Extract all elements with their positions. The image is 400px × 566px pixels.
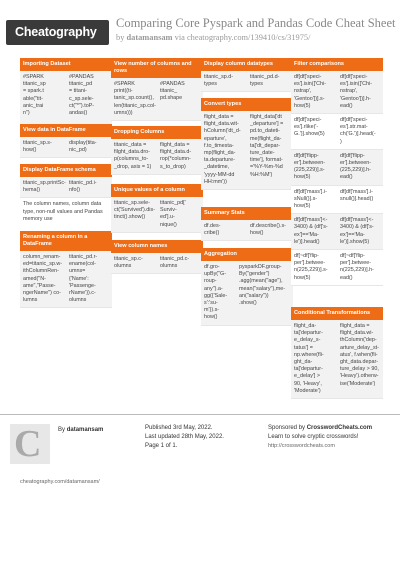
block-filter (291, 58, 383, 286)
cell-spark: df.des- cribe() (204, 223, 221, 237)
by-label: By (58, 427, 66, 433)
cell-pandas: titanic_pd.i- nfo() (69, 180, 97, 194)
table-row (20, 251, 112, 308)
cell-pandas: flight_data = flight_data.wi- thColumn('dep- arture_delay_st- atus', f.when(fli- ght_data.depar- ture_delay > 90, 'Heavy').otherw- ise('Moderate') (340, 323, 379, 387)
published-date: Published 3rd May, 2022. (145, 425, 213, 431)
avatar-letter-icon: C (14, 423, 42, 465)
page-number: Page 1 of 1. (145, 443, 178, 449)
block-summary (201, 207, 293, 241)
block-importing (20, 58, 112, 132)
cell-pandas: df.describe().s- how() (250, 223, 286, 237)
cell-pandas: display(tita- nic_pd) (69, 140, 97, 154)
block-dtypes (201, 58, 293, 92)
table-row (291, 186, 383, 215)
table-row (111, 253, 203, 274)
cell-spark: #SPARK titanic_sp = spark.t able("tit- anic_trai n") (23, 74, 46, 117)
schema-note: The column names, column data type, non-null values and Pandas memory use (23, 201, 103, 222)
cell-spark: df[df['speci- es'].rlike('- G.')].show(5) (294, 117, 325, 138)
footer-dates (145, 424, 224, 451)
cell-pandas: #PANDAS titanic_ pd.shape (160, 81, 185, 102)
table-row (20, 137, 112, 158)
table-row (201, 220, 293, 241)
cell-pandas: df[df['flipp- er'].between- (225,229)].h- ead() (340, 152, 371, 181)
block-header: Display column datatypes (201, 58, 293, 71)
table-row (291, 150, 383, 186)
cell-spark: df[~df['flip- per'].betwee- n(225,229)].s- how(5) (294, 253, 328, 281)
table-row (20, 177, 112, 198)
cell-spark: titanic_sp.printSc- hema() (23, 180, 66, 194)
cell-spark: titanic_sp.sele- ct('Survived').dis- tinct().show() (114, 200, 155, 221)
logo-text: Cheatography (15, 25, 97, 39)
block-dropping (111, 126, 203, 175)
block-header: Conditional Transformations (291, 307, 383, 320)
cell-spark: df[df['speci- es'].isin(['Chi- nstrap', 'Gentoo'])].s- how(5) (294, 74, 327, 109)
sheet-subtitle (116, 33, 310, 42)
table-row (111, 197, 203, 233)
cell-spark: df[df['mass'].i- sNull()].s- how(5) (294, 188, 327, 210)
cell-spark: #SPARK print((ti- tanic_sp.count(), len(titanic_sp.col- umns))) (114, 81, 156, 116)
cell-pandas: df[df['mass'].i- snull()].head() (340, 188, 374, 202)
updated-date: Last updated 28th May, 2022. (145, 434, 224, 440)
cell-pandas: flight_data['dt _departure'] = pd.to_dateti- me(flight_da- ta['dt_depar- ture_date- time'], format- ='%Y-%m-%d %H:%M') (250, 114, 284, 178)
cell-pandas: titanic_pd[' Surviv- ed'].u- nique() (160, 200, 186, 228)
cell-spark: flight_data = flight_data.wit- hColumn('dt_d- eparture', f.to_timesta- mp(flight_da- ta.departure- _datetime, 'yyyy-MM-dd HH:mm')) (204, 114, 241, 185)
block-aggregation (201, 248, 293, 326)
cell-pandas: titanic_pd.r- ename(col- umns= {'Name': 'Passenge- rName'}).c- olumns (69, 254, 98, 304)
block-header: Display DataFrame schema (20, 164, 112, 177)
sponsor-link[interactable]: CrosswordCheats.com (306, 425, 373, 431)
cell-spark: df.gro- upBy("G- roup- any").a- gg({'Sale- s':'su- m'}).s- how() (204, 264, 228, 321)
cell-pandas: df[df['speci- es'].isin(['Chi- nstrap', 'Gentoo'])].h- ead() (340, 74, 373, 109)
block-header: View data in DataFrame (20, 124, 112, 137)
cell-spark: df[df['flipp- er'].between- (225,229)].s- how(5) (294, 152, 325, 181)
table-row (111, 139, 203, 175)
footer-sponsor (268, 424, 372, 451)
block-header: Dropping Columns (111, 126, 203, 139)
block-rename (20, 231, 112, 308)
table-row (291, 71, 383, 114)
block-unique (111, 184, 203, 233)
table-row (291, 214, 383, 250)
table-row (291, 320, 383, 399)
block-header: Renaming a column in a DataFrame (20, 231, 112, 251)
page-header (0, 0, 400, 52)
table-row (201, 71, 293, 92)
table-row (20, 71, 112, 132)
footer-author (58, 426, 103, 435)
footer-divider (0, 414, 400, 415)
block-header: View column names (111, 240, 203, 253)
author-link[interactable]: datamansam (126, 33, 173, 42)
block-view-df (20, 124, 112, 158)
table-row (291, 114, 383, 150)
table-row (201, 111, 293, 190)
block-header: Summary Stats (201, 207, 293, 220)
block-convert (201, 98, 293, 190)
sponsor-tagline: Learn to solve cryptic crosswords! (268, 434, 359, 440)
cell-pandas: df[df['speci- es'].str.mat- ch('G.')].head(- ) (340, 117, 376, 145)
cell-spark: column_renam- ed=titanic_sp.w- ithColumnRen- amed("N- ame","Passe- ngerName") co- lumns (23, 254, 63, 304)
cell-spark: titanic_sp.s- how() (23, 140, 52, 154)
sponsor-url[interactable]: http://crosswordcheats.com (268, 443, 335, 449)
footer-author-link[interactable]: datamansam (66, 427, 104, 433)
by-label: by (116, 33, 125, 42)
block-header: Convert types (201, 98, 293, 111)
cell-pandas: df[df['mass']<- 3400) & (df['s- ex']=='Ma- le')].show(5) (340, 217, 374, 245)
cell-pandas: df[~df['flip- per'].betwee- n(225,229)].h- ead() (340, 253, 374, 281)
block-header: Aggregation (201, 248, 293, 261)
cell-pandas: pysparkDF.group- By("gender") .agg(mean("age"), mean("salary"),me- an("salary")) .show() (238, 264, 286, 307)
block-conditional (291, 307, 383, 399)
cell-spark: titanic_sp.c- olumns (114, 256, 143, 270)
cell-spark: titanic_sp.d- types (204, 74, 234, 88)
sponsor-label: Sponsored by (268, 425, 306, 431)
cell-pandas: titanic_pd.d- types (250, 74, 280, 88)
cell-pandas: #PANDAS titanic_pd = titani- c_sp.sele- ct("*").toP- andas() (69, 74, 95, 117)
cell-pandas: titanic_pd.c- olumns (160, 256, 190, 270)
cell-pandas: flight_data = flight_data.d- rop(*column- s_to_drop) (160, 142, 192, 170)
block-header: Unique values of a column (111, 184, 203, 197)
footer-author-url[interactable]: cheatography.com/datamansam/ (20, 479, 100, 485)
via-label: via (174, 33, 185, 42)
block-header: Importing Dataset (20, 58, 112, 71)
sheet-title: Comparing Core Pyspark and Pandas Code Cheat Sheet (116, 16, 396, 30)
cell-spark: df[df['mass']<- 3400) & (df['s- ex']=='Ma- le')].head() (294, 217, 328, 245)
cell-spark: flight_da- ta['departur- e_delay_s- tatus'] = np.where(fli- ght_da- ta['departur- e_delay'] > 90, 'Heavy', 'Moderate') (294, 323, 324, 394)
table-row (201, 261, 293, 326)
block-num-rows (111, 58, 203, 121)
block-header: Filter comparisons (291, 58, 383, 71)
block-view-cols (111, 240, 203, 274)
sheet-url[interactable]: cheatography.com/139410/cs/31975/ (186, 33, 311, 42)
table-row (111, 78, 203, 121)
block-schema (20, 164, 112, 226)
table-row (291, 250, 383, 286)
cell-spark: titanic_data = filght_data.dro- p(columns_to- _drop, axis = 1) (114, 142, 152, 170)
block-header: View number of columns and rows (111, 58, 203, 78)
